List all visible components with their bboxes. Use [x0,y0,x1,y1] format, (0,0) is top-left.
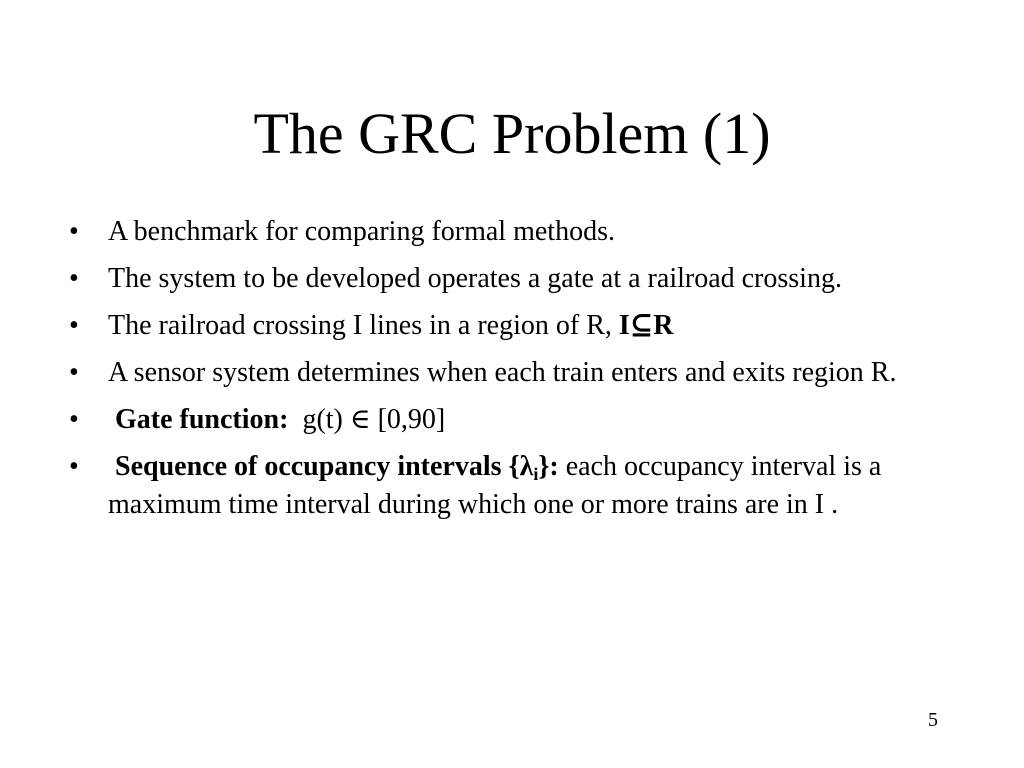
gate-function-label: Gate function: [115,404,289,435]
bullet-item [69,401,969,439]
page-number: 5 [928,709,938,731]
occupancy-label-end: }: [538,451,559,482]
gate-function-formula: g(t) ∈ [0,90] [302,404,446,435]
bullet-dot-icon: • [69,357,79,388]
occupancy-label-start: Sequence of occupancy intervals {λ [115,451,534,482]
bullet-item [69,307,969,345]
bullet-dot-icon: • [69,263,79,294]
bullet-text: A benchmark for comparing formal methods. [108,216,615,247]
bullet-dot-icon: • [69,310,79,341]
bullet-item [69,213,969,251]
bullet-text: The system to be developed operates a gate at a railroad crossing. [108,263,842,294]
lambda-subscript: i [533,464,539,484]
occupancy-intervals-label [115,451,559,482]
slide-title: The GRC Problem (1) [253,101,771,166]
bullet-text: The railroad crossing I lines in a region of R, [108,310,619,341]
bullet-item [69,260,969,298]
subset-relation: I⊆R [618,310,674,341]
bullet-item [69,448,969,524]
bullet-list [69,213,969,533]
bullet-dot-icon: • [69,216,79,247]
bullet-text: each occupancy interval is a maximum time interval during which one or more trains are in I . [108,451,882,520]
bullet-dot-icon: • [69,404,79,435]
bullet-text: A sensor system determines when each train enters and exits region R. [108,357,897,388]
bullet-dot-icon: • [69,451,79,482]
bullet-item [69,354,969,392]
